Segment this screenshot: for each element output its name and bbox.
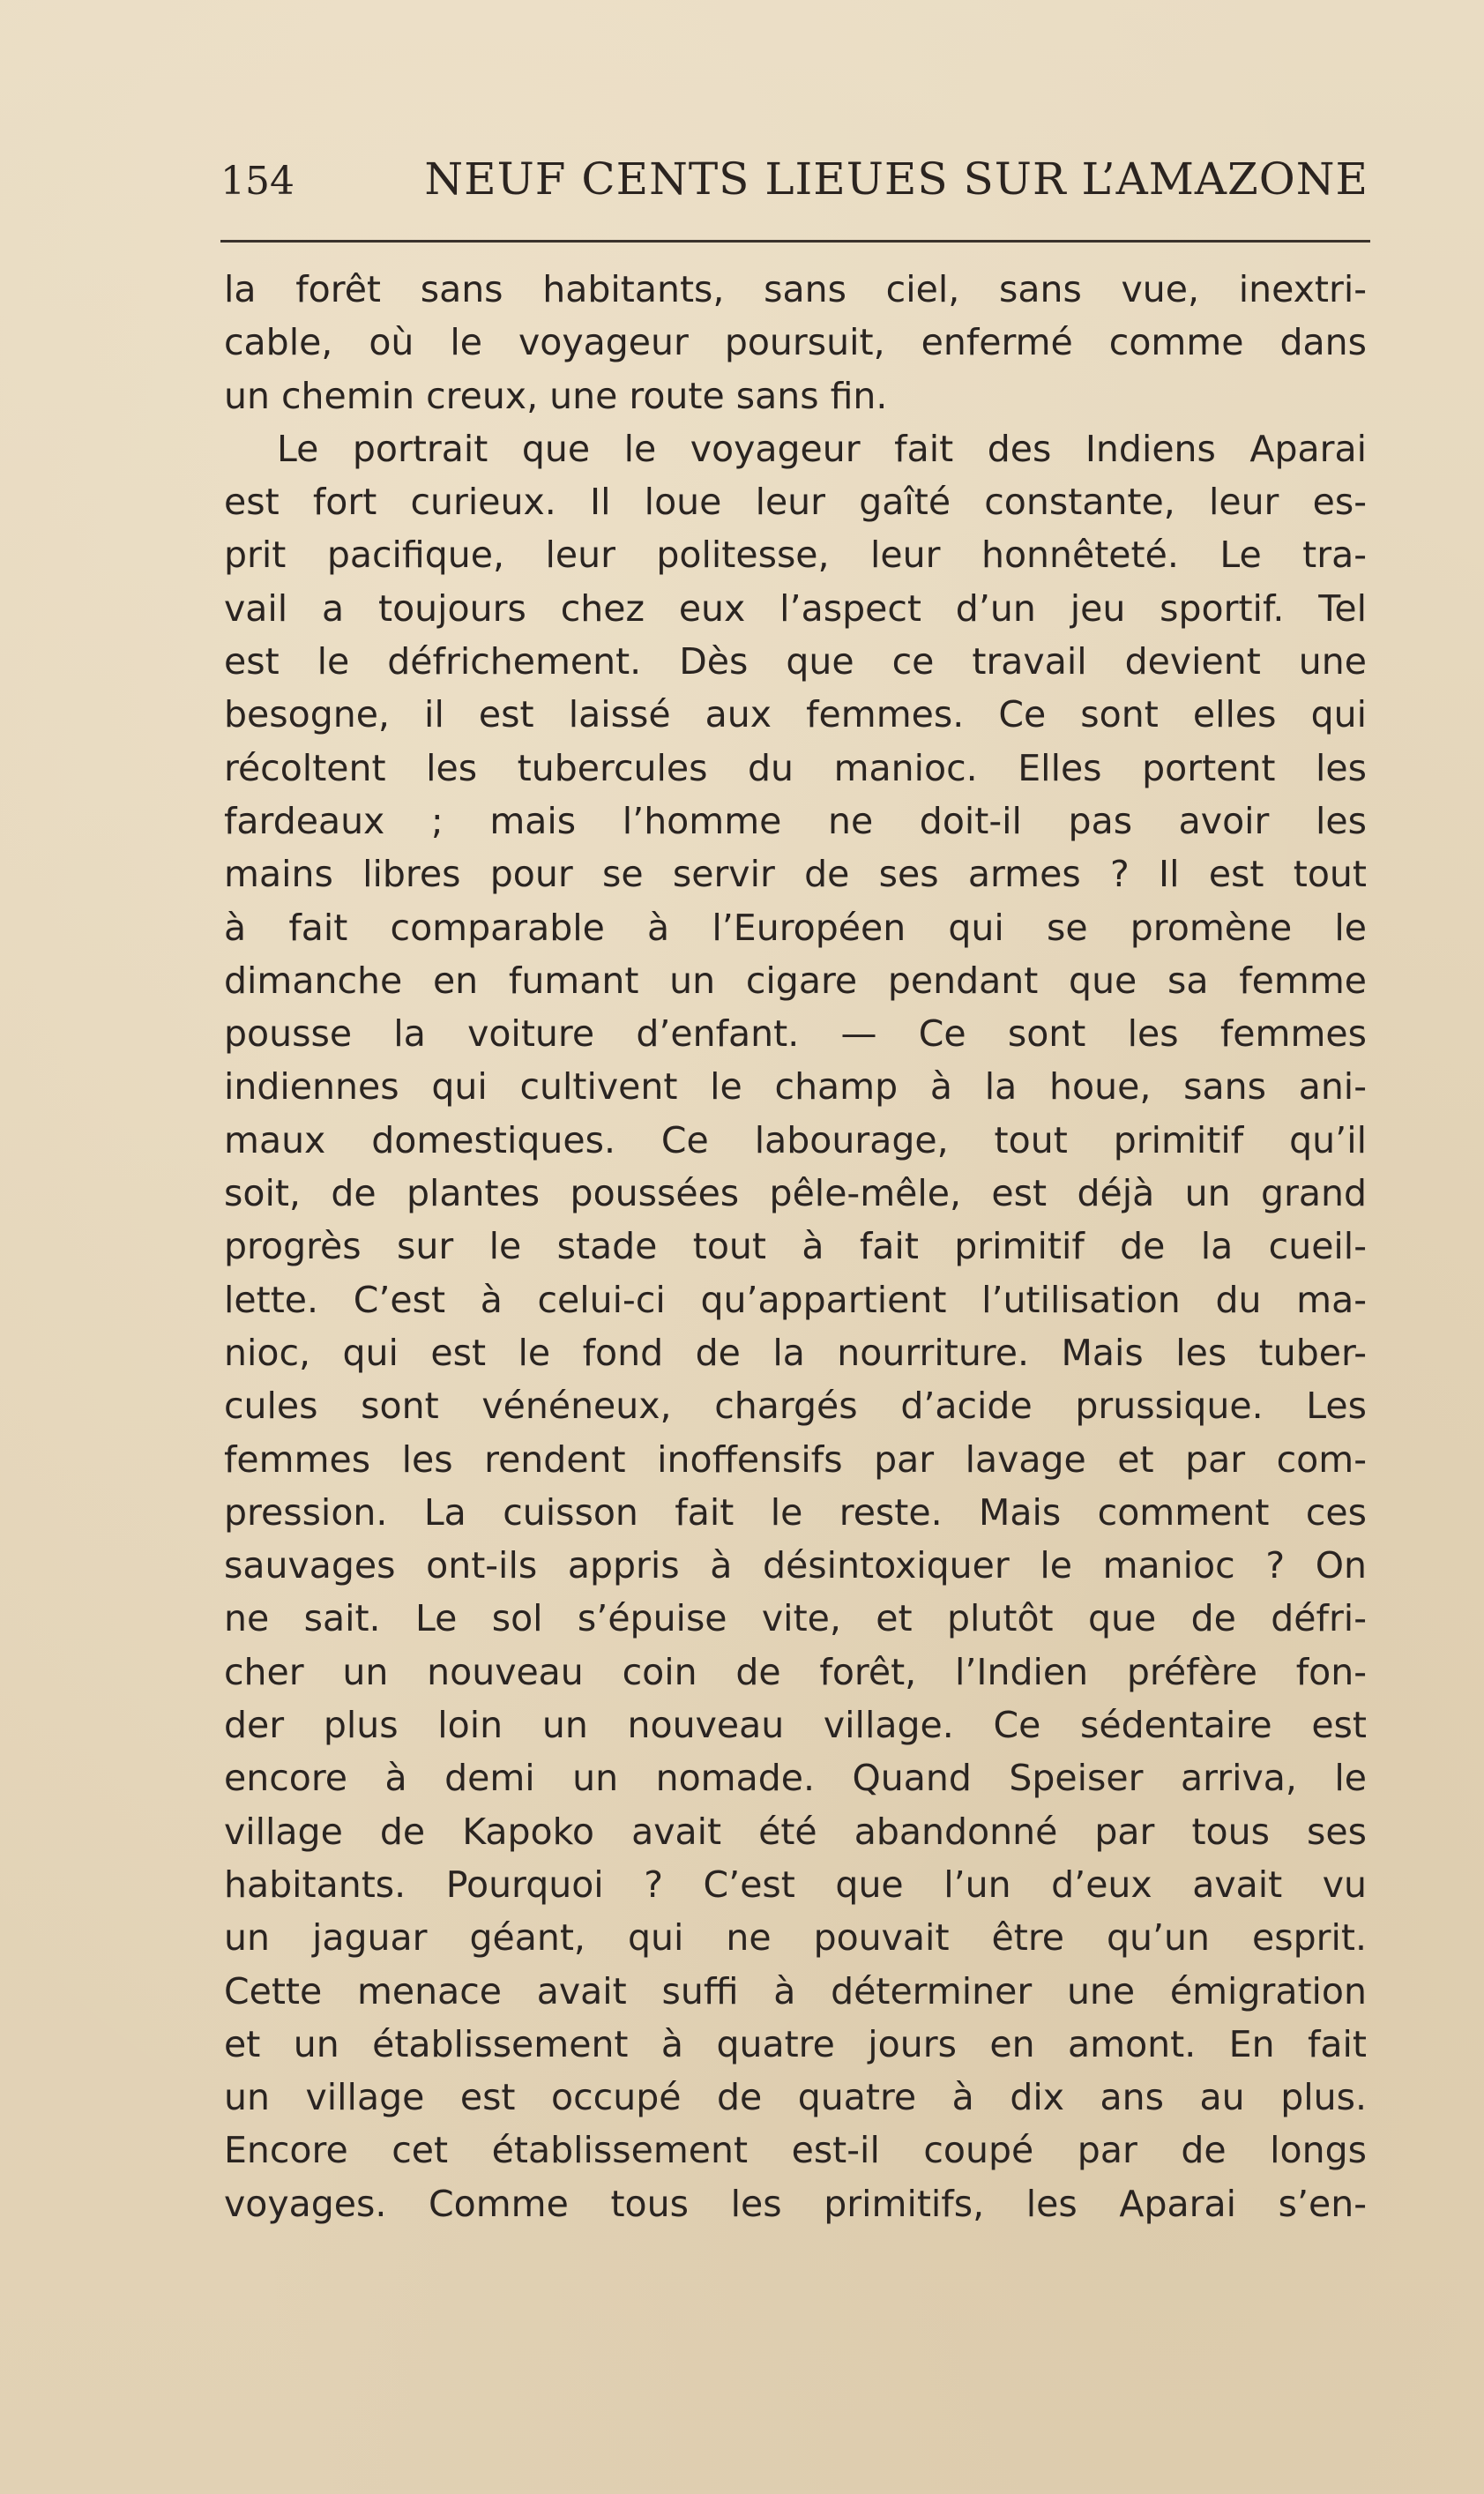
text-line: récoltent les tubercules du manioc. Elles portent les <box>224 746 1367 789</box>
header-rule <box>220 240 1370 243</box>
running-header <box>220 153 1368 215</box>
text-line: cules sont vénéneux, chargés d’acide prussique. Les <box>224 1385 1367 1428</box>
text-line: maux domestiques. Ce labourage, tout primitif qu’il <box>224 1118 1367 1161</box>
text-line: pousse la voiture d’enfant. — Ce sont les femmes <box>224 1012 1367 1056</box>
text-line: voyages. Comme tous les primitifs, les Aparai s’en- <box>224 2182 1367 2225</box>
text-line: encore à demi un nomade. Quand Speiser arriva, le <box>224 1757 1367 1800</box>
text-line: est le défrichement. Dès que ce travail devient une <box>224 640 1367 683</box>
text-line: Encore cet établissement est-il coupé par de longs <box>224 2129 1367 2172</box>
text-line: cable, où le voyageur poursuit, enfermé comme dans <box>224 321 1367 364</box>
text-line: sauvages ont-ils appris à désintoxiquer le manioc ? On <box>224 1544 1367 1587</box>
text-line: lette. C’est à celui-ci qu’appartient l’utilisation du ma- <box>224 1278 1367 1321</box>
text-line: Cette menace avait suffi à déterminer une émigration <box>224 1969 1367 2012</box>
text-line: et un établissement à quatre jours en amont. En fait <box>224 2022 1367 2065</box>
text-line: pression. La cuisson fait le reste. Mais comment ces <box>224 1490 1367 1534</box>
text-line: prit pacifique, leur politesse, leur honnêteté. Le tra- <box>224 534 1367 577</box>
text-line: der plus loin un nouveau village. Ce sédentaire est <box>224 1704 1367 1747</box>
text-line: vail a toujours chez eux l’aspect d’un jeu sportif. Tel <box>224 586 1367 630</box>
text-line: cher un nouveau coin de forêt, l’Indien préfère fon- <box>224 1650 1367 1693</box>
text-line: soit, de plantes poussées pêle-mêle, est déjà un grand <box>224 1172 1367 1215</box>
text-line: nioc, qui est le fond de la nourriture. Mais les tuber- <box>224 1331 1367 1374</box>
text-line: indiennes qui cultivent le champ à la houe, sans ani- <box>224 1065 1367 1109</box>
text-line: femmes les rendent inoffensifs par lavage et par com- <box>224 1437 1367 1481</box>
text-line: village de Kapoko avait été abandonné par tous ses <box>224 1810 1367 1853</box>
text-line: habitants. Pourquoi ? C’est que l’un d’eux avait vu <box>224 1863 1367 1906</box>
text-line: ne sait. Le sol s’épuise vite, et plutôt que de défri- <box>224 1597 1367 1640</box>
running-title: NEUF CENTS LIEUES SUR L’AMAZONE <box>424 153 1368 205</box>
text-line: à fait comparable à l’Européen qui se promène le <box>224 906 1367 949</box>
body-text <box>224 263 1367 2230</box>
text-line: dimanche en fumant un cigare pendant que sa femme <box>224 959 1367 1002</box>
text-line: un chemin creux, une route sans fin. <box>224 374 888 417</box>
text-line: progrès sur le stade tout à fait primitif de la cueil- <box>224 1225 1367 1268</box>
text-line: mains libres pour se servir de ses armes ? Il est tout <box>224 853 1367 896</box>
text-line: un village est occupé de quatre à dix ans au plus. <box>224 2076 1367 2119</box>
text-line: la forêt sans habitants, sans ciel, sans vue, inextri- <box>224 268 1367 310</box>
text-line: est fort curieux. Il loue leur gaîté constante, leur es- <box>224 481 1367 524</box>
text-line: fardeaux ; mais l’homme ne doit-il pas avoir les <box>224 799 1367 842</box>
text-line: besogne, il est laissé aux femmes. Ce sont elles qui <box>224 693 1367 736</box>
text-line: Le portrait que le voyageur fait des Indiens Aparai <box>277 427 1367 470</box>
text-line: un jaguar géant, qui ne pouvait être qu’un esprit. <box>224 1916 1367 1960</box>
page-number: 154 <box>220 159 295 204</box>
